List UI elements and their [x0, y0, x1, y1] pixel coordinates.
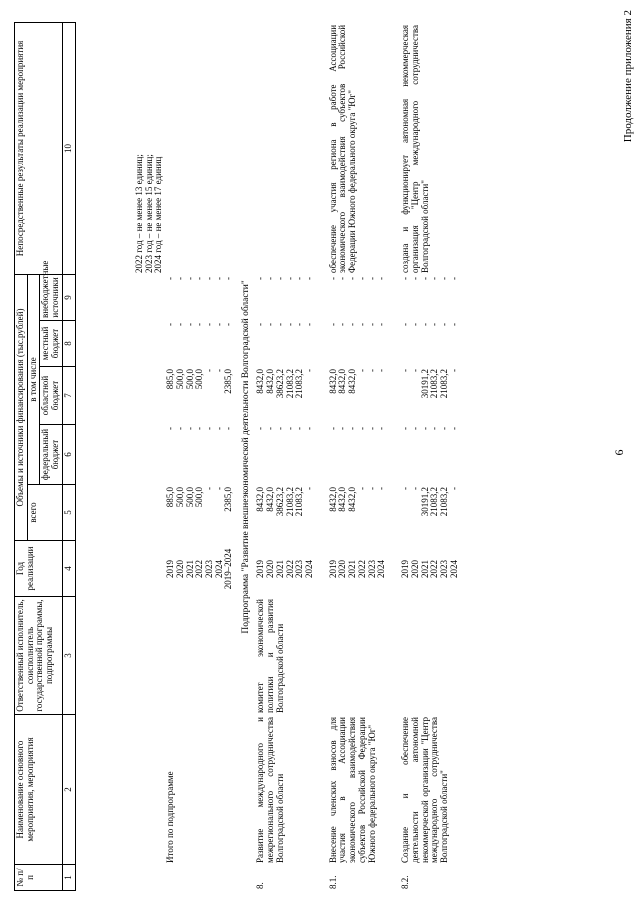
- row-total: [255, 485, 315, 541]
- amount: 8432,0: [255, 487, 266, 512]
- result-line: 2023 год – не менее 15 единиц;: [143, 154, 154, 273]
- row-federal: [328, 425, 388, 485]
- result-line: 2022 год – не менее 13 единиц;: [134, 154, 144, 273]
- header-total: всего: [27, 485, 62, 541]
- year: 2022: [194, 560, 205, 578]
- year: 2024: [376, 560, 387, 578]
- amount: -: [304, 323, 315, 326]
- amount: 8432,0: [255, 369, 266, 394]
- header-extra: внебюджетные источники: [40, 274, 62, 320]
- table-row: [328, 23, 388, 891]
- amount: 21083,2: [294, 369, 305, 399]
- amount: -: [409, 427, 420, 430]
- year: 2023: [294, 560, 305, 578]
- amount: -: [429, 323, 440, 326]
- amount: -: [419, 276, 430, 280]
- amount: 8432,0: [337, 487, 348, 512]
- row-local: [328, 321, 388, 367]
- amount: -: [448, 276, 459, 280]
- column-number: 4: [62, 541, 75, 597]
- amount: -: [400, 487, 411, 490]
- row-local: [400, 321, 460, 367]
- row-name: Внесение членских взносов для участия в Ассоциации экономического взаимодействия субъектов Российской Федерации Южного федерального округа "Юг": [327, 717, 377, 863]
- row-federal: [255, 425, 315, 485]
- header-no: № п/п: [15, 865, 63, 891]
- row-total: [328, 485, 388, 541]
- row-years: [400, 541, 460, 597]
- amount: -: [366, 369, 377, 372]
- row-total: [400, 485, 460, 541]
- row-regional: [328, 367, 388, 425]
- amount: -: [366, 487, 377, 490]
- row-regional: [255, 367, 315, 425]
- column-number: 2: [62, 715, 75, 865]
- amount: -: [165, 323, 176, 326]
- header-local: местный бюджет: [40, 321, 62, 367]
- row-executor: [328, 597, 388, 715]
- amount: -: [194, 276, 205, 280]
- amount: 21083,2: [284, 487, 295, 517]
- amount: -: [284, 427, 295, 430]
- amount: 21083,2: [294, 487, 305, 517]
- amount: 500,0: [174, 487, 185, 508]
- header-executor: Ответственный исполнитель, соисполнитель государственной программы, подпрограммы: [15, 597, 63, 715]
- header-years: Год реализации: [15, 541, 63, 597]
- amount: -: [327, 427, 338, 430]
- amount: -: [294, 323, 305, 326]
- page-number: 6: [612, 449, 626, 456]
- year: 2021: [419, 560, 430, 578]
- year: 2020: [337, 560, 348, 578]
- column-number: 1: [62, 865, 75, 891]
- year: 2023: [204, 560, 215, 578]
- amount: -: [327, 323, 338, 326]
- amount: -: [255, 427, 266, 430]
- subtotal-label: Итого по подпрограмме: [165, 771, 176, 863]
- amount: -: [366, 427, 377, 430]
- amount: -: [294, 427, 305, 430]
- row-years: [255, 541, 315, 597]
- amount: 500,0: [184, 369, 195, 390]
- amount: -: [448, 427, 459, 430]
- column-number: 5: [62, 485, 75, 541]
- amount: 21083,2: [438, 487, 449, 517]
- row-name: Развитие международного и межрегионального сотрудничества Волгоградской области: [255, 717, 285, 863]
- amount: -: [213, 427, 224, 430]
- amount: 500,0: [194, 369, 205, 390]
- amount: -: [409, 369, 420, 372]
- amount: 8432,0: [327, 487, 338, 512]
- year: 2019: [400, 560, 411, 578]
- amount: -: [184, 427, 195, 430]
- year: 2019: [165, 560, 176, 578]
- header-results: Непосредственные результаты реализации мероприятия: [15, 22, 63, 274]
- year: 2023: [438, 560, 449, 578]
- amount: -: [438, 427, 449, 430]
- header-name: Наименование основного мероприятия, мероприятия: [15, 715, 63, 865]
- amount: -: [223, 323, 234, 326]
- amount: -: [255, 276, 266, 280]
- row-local: [255, 321, 315, 367]
- amount: 21083,2: [429, 369, 440, 399]
- amount: 21083,2: [438, 369, 449, 399]
- amount: -: [366, 323, 377, 326]
- row-extra: [400, 275, 460, 321]
- amount: -: [204, 369, 215, 372]
- amount: -: [274, 276, 285, 280]
- appendix-label: Продолжение приложения 2: [622, 10, 634, 143]
- amount: -: [213, 276, 224, 280]
- amount: -: [265, 323, 276, 326]
- amount: -: [376, 487, 387, 490]
- row-number: 8.1.: [327, 875, 338, 889]
- year: 2022: [429, 560, 440, 578]
- year: 2020: [174, 560, 185, 578]
- year: 2021: [184, 560, 195, 578]
- amount: -: [294, 276, 305, 280]
- amount: -: [174, 276, 185, 280]
- amount: -: [174, 427, 185, 430]
- subtotal-years: [165, 541, 235, 597]
- amount: 8432,0: [327, 369, 338, 394]
- column-number: 3: [62, 597, 75, 715]
- amount: -: [376, 369, 387, 372]
- amount: -: [409, 323, 420, 326]
- amount: -: [347, 276, 358, 280]
- subtotal-regional: [165, 367, 235, 425]
- amount: -: [184, 276, 195, 280]
- amount: -: [184, 323, 195, 326]
- table-row: [255, 23, 315, 891]
- amount: 8432,0: [265, 369, 276, 394]
- amount: -: [438, 276, 449, 280]
- amount: -: [376, 276, 387, 280]
- amount: -: [429, 427, 440, 430]
- amount: -: [448, 369, 459, 372]
- amount: -: [448, 323, 459, 326]
- amount: -: [419, 323, 430, 326]
- column-number: 7: [62, 367, 75, 425]
- subtotal-local: [165, 321, 235, 367]
- amount: -: [337, 323, 348, 326]
- body-table: [134, 23, 460, 891]
- row-result: обеспечение участия региона в работе Ассоциации экономического взаимодействия субъектов Российской Федерации Южного федерального округа "Юг": [327, 24, 358, 273]
- year: 2024: [213, 560, 224, 578]
- amount: 885,0: [165, 487, 176, 508]
- amount: -: [213, 487, 224, 490]
- row-regional: [400, 367, 460, 425]
- amount: -: [304, 276, 315, 280]
- year: 2019: [255, 560, 266, 578]
- amount: -: [409, 276, 420, 280]
- subprogram-title: Подпрограмма "Развитие внешнеэкономической деятельности Волгоградской области": [241, 280, 252, 634]
- year: 2024: [304, 560, 315, 578]
- amount: -: [223, 427, 234, 430]
- amount: 30191,2: [419, 487, 430, 517]
- amount: -: [400, 369, 411, 372]
- result-line: 2024 год – не менее 17 единиц: [153, 156, 164, 273]
- subtotal-federal: [165, 425, 235, 485]
- amount: -: [419, 427, 430, 430]
- subtotal-extra: [165, 275, 235, 321]
- year: 2021: [347, 560, 358, 578]
- amount: 8432,0: [347, 487, 358, 512]
- amount: -: [409, 487, 420, 490]
- header-including: в том числе: [27, 274, 40, 484]
- amount: -: [438, 323, 449, 326]
- column-number: 10: [62, 22, 75, 274]
- amount: -: [284, 276, 295, 280]
- amount: 500,0: [194, 487, 205, 508]
- amount: -: [366, 276, 377, 280]
- amount: -: [204, 276, 215, 280]
- amount: -: [213, 369, 224, 372]
- amount: 2385,0: [223, 369, 234, 394]
- subprogram-title-row: [235, 23, 255, 891]
- amount: -: [400, 276, 411, 280]
- amount: 2385,0: [223, 487, 234, 512]
- amount: -: [356, 487, 367, 490]
- amount: -: [204, 427, 215, 430]
- amount: -: [327, 276, 338, 280]
- amount: 21083,2: [284, 369, 295, 399]
- amount: -: [265, 427, 276, 430]
- row-executor: комитет экономической политики и развития Волгоградской области: [255, 599, 285, 713]
- row-number: 8.: [255, 882, 266, 889]
- amount: -: [204, 487, 215, 490]
- row-years: [328, 541, 388, 597]
- amount: 30191,2: [419, 369, 430, 399]
- amount: -: [304, 369, 315, 372]
- row-name: Создание и обеспечение деятельности автономной некоммерческой организации "Центр международного сотрудничества Волгоградской области": [400, 717, 449, 863]
- amount: -: [194, 427, 205, 430]
- row-extra: [255, 275, 315, 321]
- amount: -: [429, 276, 440, 280]
- header-federal: федеральный бюджет: [40, 425, 62, 485]
- row-extra: [328, 275, 388, 321]
- subtotal-row: [165, 23, 235, 891]
- year: 2019–2024: [223, 548, 234, 590]
- amount: 500,0: [184, 487, 195, 508]
- amount: -: [265, 276, 276, 280]
- row-executor: [400, 597, 460, 715]
- subtotal-total: [165, 485, 235, 541]
- amount: 500,0: [174, 369, 185, 390]
- amount: -: [255, 323, 266, 326]
- amount: -: [337, 276, 348, 280]
- amount: -: [448, 487, 459, 490]
- amount: -: [347, 427, 358, 430]
- column-number: 9: [62, 274, 75, 320]
- amount: -: [356, 276, 367, 280]
- year: 2022: [356, 560, 367, 578]
- column-number: 6: [62, 425, 75, 485]
- amount: 8432,0: [265, 487, 276, 512]
- year: 2024: [448, 560, 459, 578]
- amount: -: [356, 427, 367, 430]
- column-number: 8: [62, 321, 75, 367]
- amount: -: [356, 323, 367, 326]
- row-result: [255, 23, 315, 275]
- amount: 8432,0: [337, 369, 348, 394]
- carry-over-row: [134, 23, 165, 891]
- row-federal: [400, 425, 460, 485]
- amount: -: [165, 276, 176, 280]
- amount: -: [284, 323, 295, 326]
- header-regional: областной бюджет: [40, 367, 62, 425]
- amount: -: [304, 427, 315, 430]
- amount: -: [194, 323, 205, 326]
- carry-over-results: [134, 23, 165, 275]
- amount: 21083,2: [429, 487, 440, 517]
- table-row: [400, 23, 460, 891]
- amount: -: [304, 487, 315, 490]
- year: 2020: [265, 560, 276, 578]
- amount: 885,0: [165, 369, 176, 390]
- year: 2023: [366, 560, 377, 578]
- amount: -: [347, 323, 358, 326]
- year: 2021: [274, 560, 285, 578]
- amount: -: [400, 323, 411, 326]
- amount: -: [356, 369, 367, 372]
- amount: -: [376, 323, 387, 326]
- row-number: 8.2.: [400, 875, 411, 889]
- amount: -: [204, 323, 215, 326]
- amount: -: [400, 427, 411, 430]
- row-result: создана и функционирует автономная некоммерческая организация "Центр международного сотрудничества Волгоградской области": [400, 24, 430, 273]
- header-table: [14, 22, 76, 891]
- amount: -: [165, 427, 176, 430]
- amount: -: [223, 276, 234, 280]
- amount: 8432,0: [347, 369, 358, 394]
- amount: -: [174, 323, 185, 326]
- amount: -: [337, 427, 348, 430]
- header-funding: Объемы и источники финансирования (тыс.рублей): [15, 274, 28, 540]
- amount: -: [274, 427, 285, 430]
- year: 2022: [284, 560, 295, 578]
- amount: -: [376, 427, 387, 430]
- year: 2020: [409, 560, 420, 578]
- amount: -: [274, 323, 285, 326]
- year: 2019: [327, 560, 338, 578]
- amount: 38623,2: [274, 369, 285, 399]
- amount: -: [213, 323, 224, 326]
- amount: 38623,2: [274, 487, 285, 517]
- column-number-row: [62, 22, 75, 890]
